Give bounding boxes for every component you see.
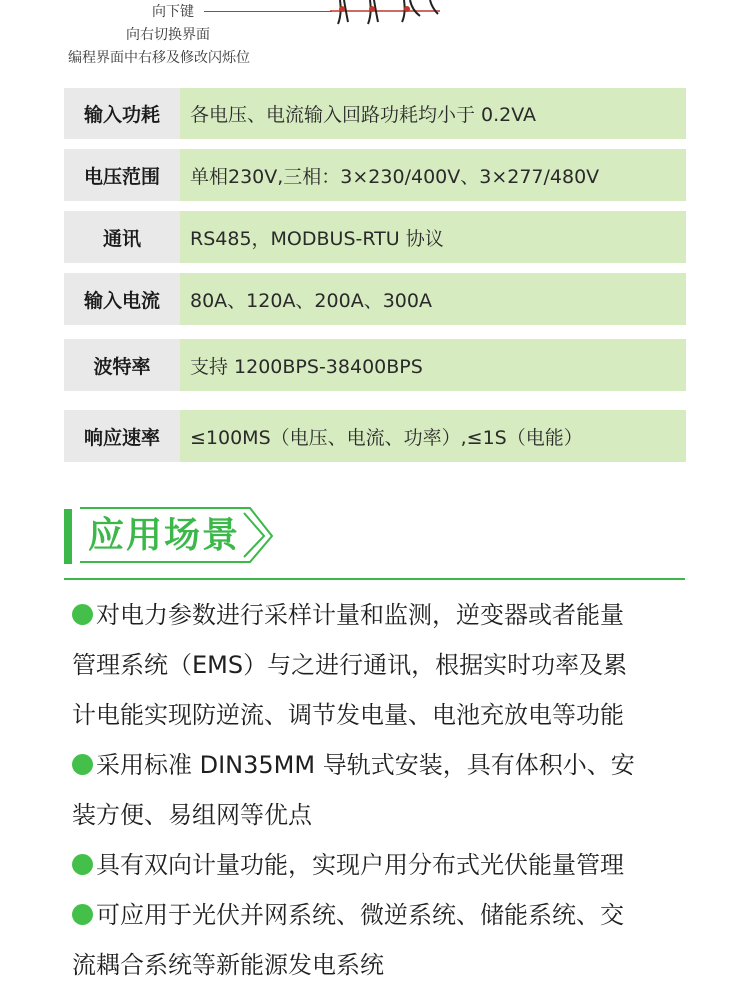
spec-label: 波特率 <box>64 339 180 391</box>
list-item-continuation: 装方便、易组网等优点 <box>72 801 312 829</box>
note-leader-line <box>204 11 332 12</box>
section-title: 应用场景 <box>88 515 241 556</box>
section-header <box>64 505 279 563</box>
list-item-text: 采用标准 DIN35MM 导轨式安装，具有体积小、安 <box>96 751 635 779</box>
top-notes <box>0 0 750 75</box>
test-probes-icon <box>330 0 440 30</box>
spec-row <box>64 149 686 201</box>
spec-value: RS485，MODBUS-RTU 协议 <box>180 211 686 263</box>
spec-row <box>64 410 686 462</box>
note-down-key: 向下键 <box>152 4 194 20</box>
list-item <box>72 590 624 640</box>
list-item-continuation: 流耦合系统等新能源发电系统 <box>72 951 384 979</box>
list-item-continuation: 管理系统（EMS）与之进行通讯，根据实时功率及累 <box>72 651 628 679</box>
spec-value: 单相230V,三相：3×230/400V、3×277/480V <box>180 149 686 201</box>
spec-value: ≤100MS（电压、电流、功率）,≤1S（电能） <box>180 410 686 462</box>
green-dot-icon <box>72 904 93 925</box>
green-dot-icon <box>72 754 93 775</box>
spec-label: 输入功耗 <box>64 88 180 139</box>
list-item-continuation: 计电能实现防逆流、调节发电量、电池充放电等功能 <box>72 701 624 729</box>
note-right-switch: 向右切换界面 <box>126 27 210 43</box>
spec-row <box>64 211 686 263</box>
green-dot-icon <box>72 604 93 625</box>
spec-row <box>64 273 686 325</box>
note-edit-move: 编程界面中右移及修改闪烁位 <box>68 50 250 66</box>
green-dot-icon <box>72 854 93 875</box>
list-item <box>72 740 635 790</box>
spec-value: 支持 1200BPS-38400BPS <box>180 339 686 391</box>
list-item-text: 对电力参数进行采样计量和监测，逆变器或者能量 <box>96 601 624 629</box>
spec-row <box>64 339 686 391</box>
spec-value: 80A、120A、200A、300A <box>180 273 686 325</box>
section-divider <box>64 578 685 580</box>
spec-label: 通讯 <box>64 211 180 263</box>
spec-row <box>64 88 686 139</box>
spec-value: 各电压、电流输入回路功耗均小于 0.2VA <box>180 88 686 139</box>
list-item <box>72 840 624 890</box>
spec-label: 响应速率 <box>64 410 180 462</box>
spec-label: 电压范围 <box>64 149 180 201</box>
spec-label: 输入电流 <box>64 273 180 325</box>
list-item <box>72 890 624 940</box>
list-item-text: 具有双向计量功能，实现户用分布式光伏能量管理 <box>96 851 624 879</box>
list-item-text: 可应用于光伏并网系统、微逆系统、储能系统、交 <box>96 901 624 929</box>
